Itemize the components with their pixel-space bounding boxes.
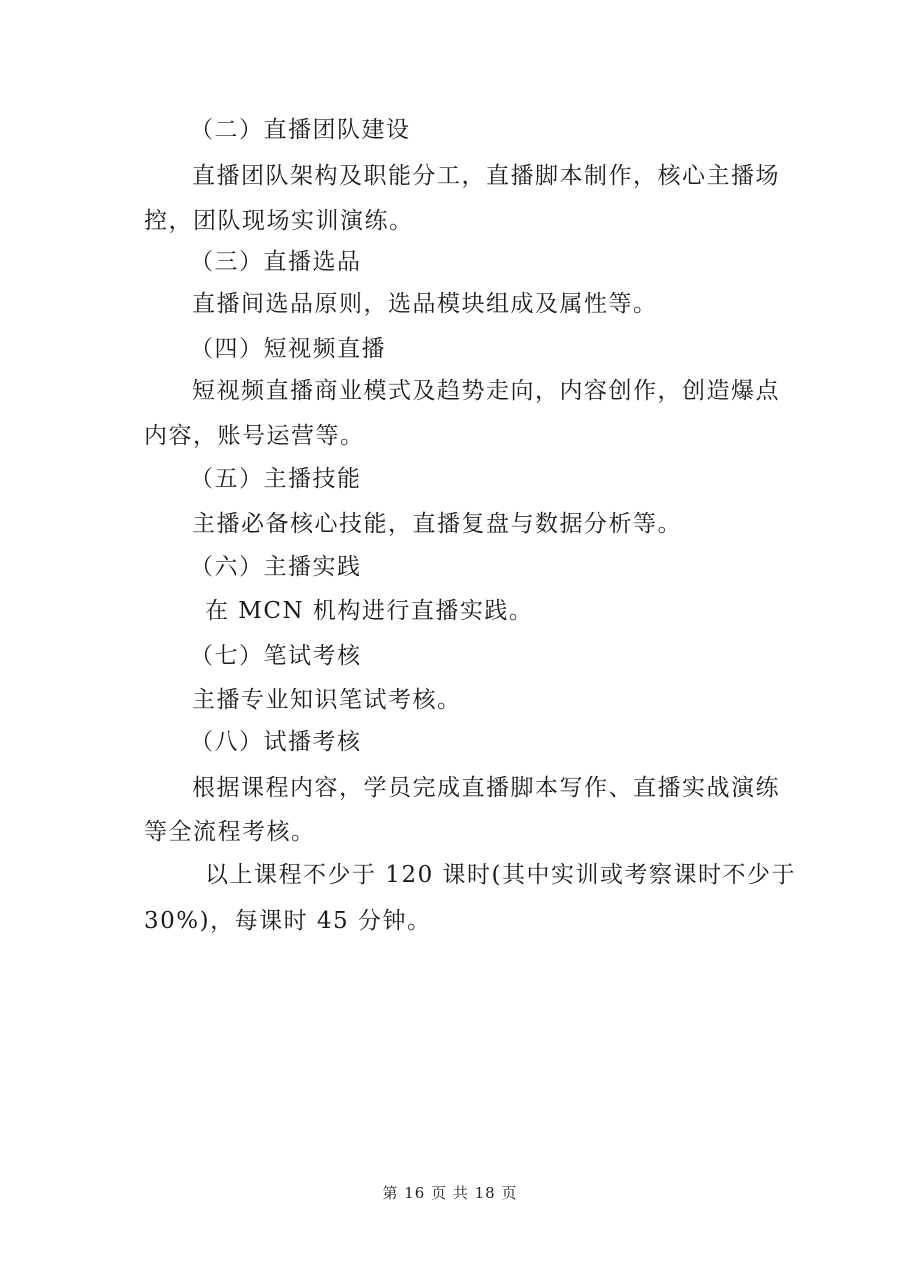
section-heading-8: （八）试播考核 [190, 729, 362, 755]
section-2-text-line-2: 控，团队现场实训演练。 [144, 208, 414, 234]
section-heading-7: （七）笔试考核 [190, 643, 362, 669]
section-2-text-line-1: 直播团队架构及职能分工，直播脚本制作，核心主播场 [192, 163, 780, 189]
section-6-text-line-1: 在 MCN 机构进行直播实践。 [205, 598, 534, 624]
section-7-text-line-1: 主播专业知识笔试考核。 [192, 687, 462, 713]
section-8-text-line-1: 根据课程内容，学员完成直播脚本写作、直播实战演练 [192, 775, 780, 801]
section-3-text-line-1: 直播间选品原则，选品模块组成及属性等。 [192, 291, 658, 317]
section-heading-2: （二）直播团队建设 [190, 117, 411, 143]
page-number-footer: 第 16 页 共 18 页 [382, 1184, 518, 1202]
section-heading-3: （三）直播选品 [190, 249, 362, 275]
summary-text-line-2: 30%)，每课时 45 分钟。 [144, 908, 432, 934]
section-heading-6: （六）主播实践 [190, 554, 362, 580]
section-5-text-line-1: 主播必备核心技能，直播复盘与数据分析等。 [192, 511, 682, 537]
section-4-text-line-2: 内容，账号运营等。 [144, 423, 365, 449]
section-8-text-line-2: 等全流程考核。 [144, 819, 316, 845]
section-4-text-line-1: 短视频直播商业模式及趋势走向，内容创作，创造爆点 [192, 378, 780, 404]
section-heading-4: （四）短视频直播 [190, 336, 386, 362]
summary-text-line-1: 以上课程不少于 120 课时(其中实训或考察课时不少于 [205, 862, 796, 888]
section-heading-5: （五）主播技能 [190, 466, 362, 492]
